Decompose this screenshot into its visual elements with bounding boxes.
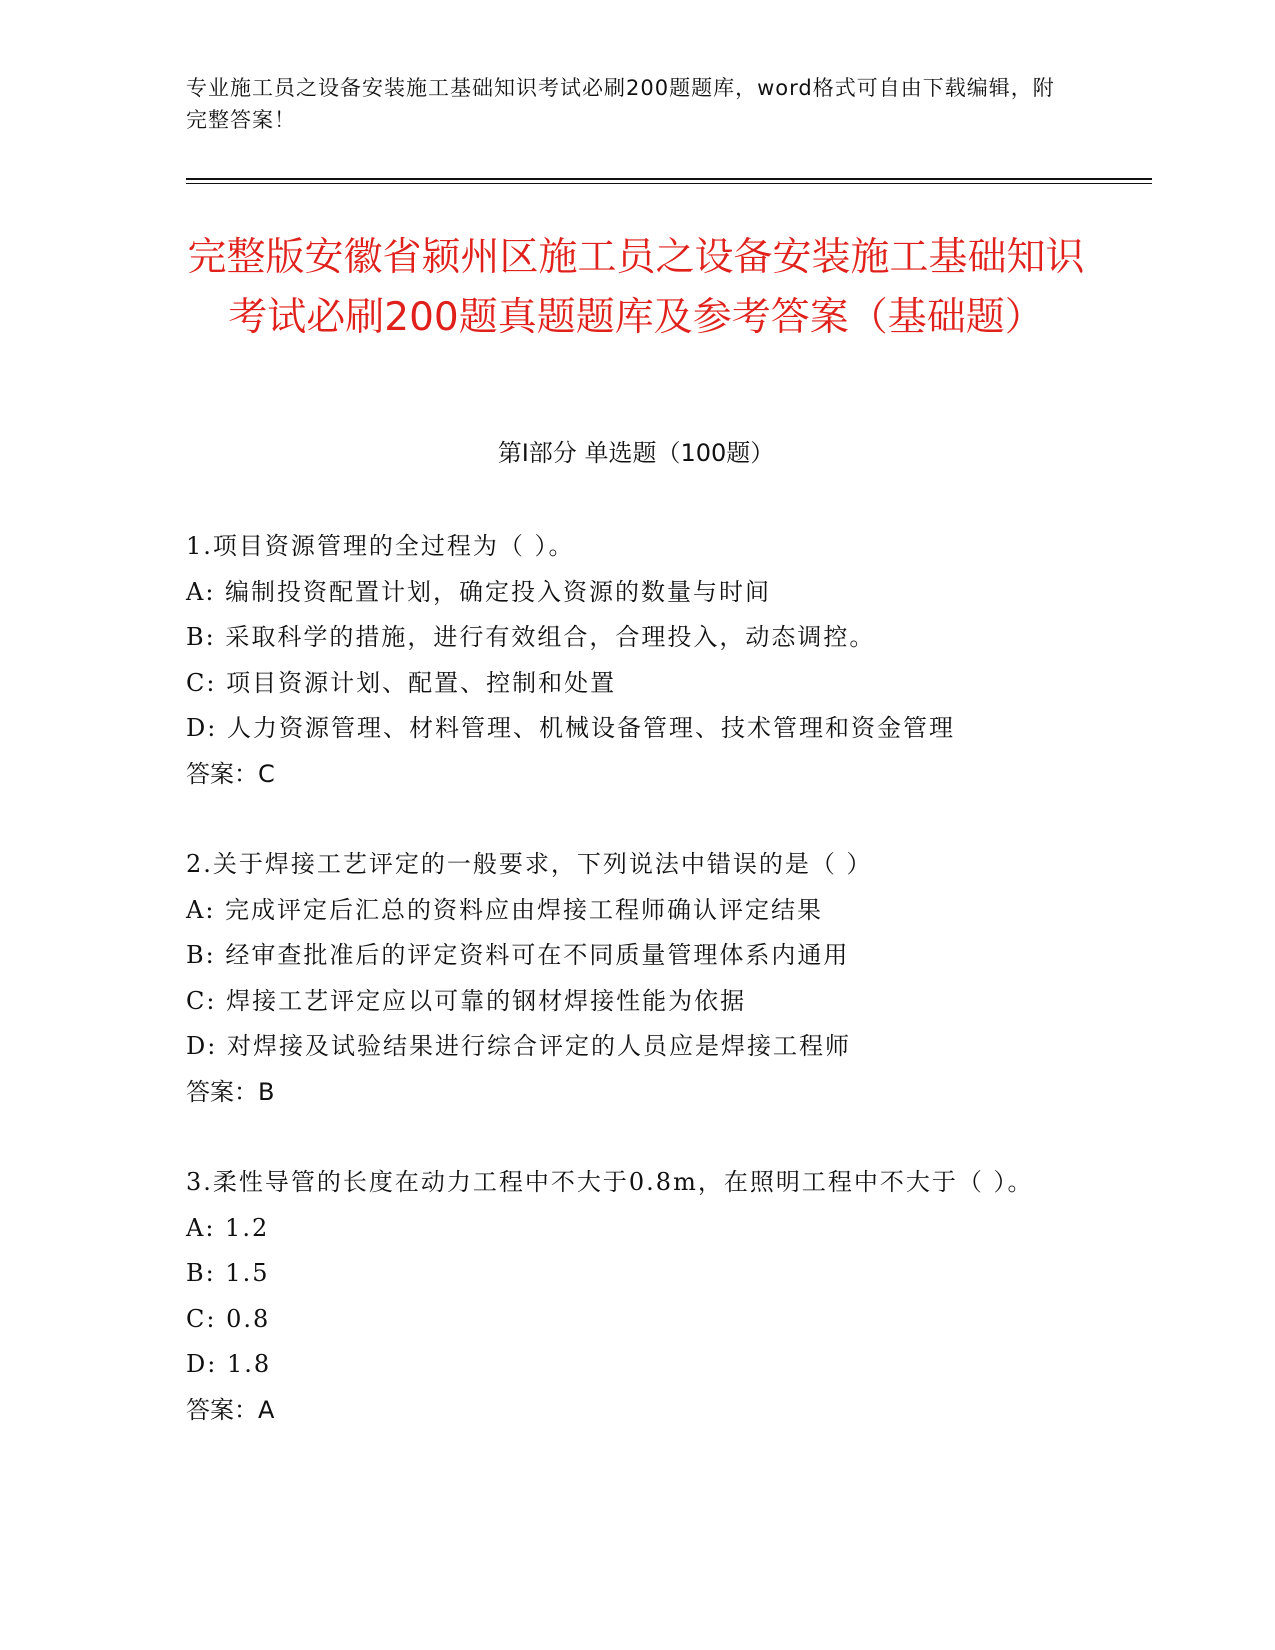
header-note: 专业施工员之设备安装施工基础知识考试必刷200题题库，word格式可自由下载编辑，附完整答案！ <box>186 76 1055 132</box>
question-stem: 3.柔性导管的长度在动力工程中不大于0.8m，在照明工程中不大于（ ）。 <box>186 1168 1034 1196</box>
option-d: D: 人力资源管理、材料管理、机械设备管理、技术管理和资金管理 <box>186 714 955 742</box>
option-b: B: 采取科学的措施，进行有效组合，合理投入，动态调控。 <box>186 623 876 651</box>
question-1 <box>186 524 1066 797</box>
answer: 答案：B <box>186 1077 275 1106</box>
option-d: D: 1.8 <box>186 1350 272 1378</box>
option-a: A: 1.2 <box>186 1213 270 1242</box>
question-2 <box>186 842 1066 1115</box>
option-d: D: 对焊接及试验结果进行综合评定的人员应是焊接工程师 <box>186 1032 851 1060</box>
question-list <box>186 524 1066 1433</box>
question-stem: 2.关于焊接工艺评定的一般要求，下列说法中错误的是（ ） <box>186 850 873 878</box>
header-divider <box>186 178 1152 180</box>
option-b: B: 1.5 <box>186 1259 270 1287</box>
option-a: A: 完成评定后汇总的资料应由焊接工程师确认评定结果 <box>186 895 824 924</box>
header-divider-thin <box>186 183 1152 184</box>
document-title: 完整版安徽省颍州区施工员之设备安装施工基础知识考试必刷200题真题题库及参考答案（基础题） <box>187 235 1085 340</box>
section-title: 第Ⅰ部分 单选题（100题） <box>497 439 775 467</box>
question-spacer <box>186 797 1066 842</box>
answer: 答案：A <box>186 1395 275 1424</box>
question-stem: 1.项目资源管理的全过程为（ ）。 <box>186 532 575 560</box>
option-c: C: 项目资源计划、配置、控制和处置 <box>186 668 617 697</box>
question-3 <box>186 1160 1066 1433</box>
answer: 答案：C <box>186 759 275 788</box>
question-spacer <box>186 1115 1066 1160</box>
option-c: C: 0.8 <box>186 1304 271 1333</box>
option-c: C: 焊接工艺评定应以可靠的钢材焊接性能为依据 <box>186 986 747 1015</box>
option-b: B: 经审查批准后的评定资料可在不同质量管理体系内通用 <box>186 941 850 969</box>
option-a: A: 编制投资配置计划，确定投入资源的数量与时间 <box>186 577 772 606</box>
